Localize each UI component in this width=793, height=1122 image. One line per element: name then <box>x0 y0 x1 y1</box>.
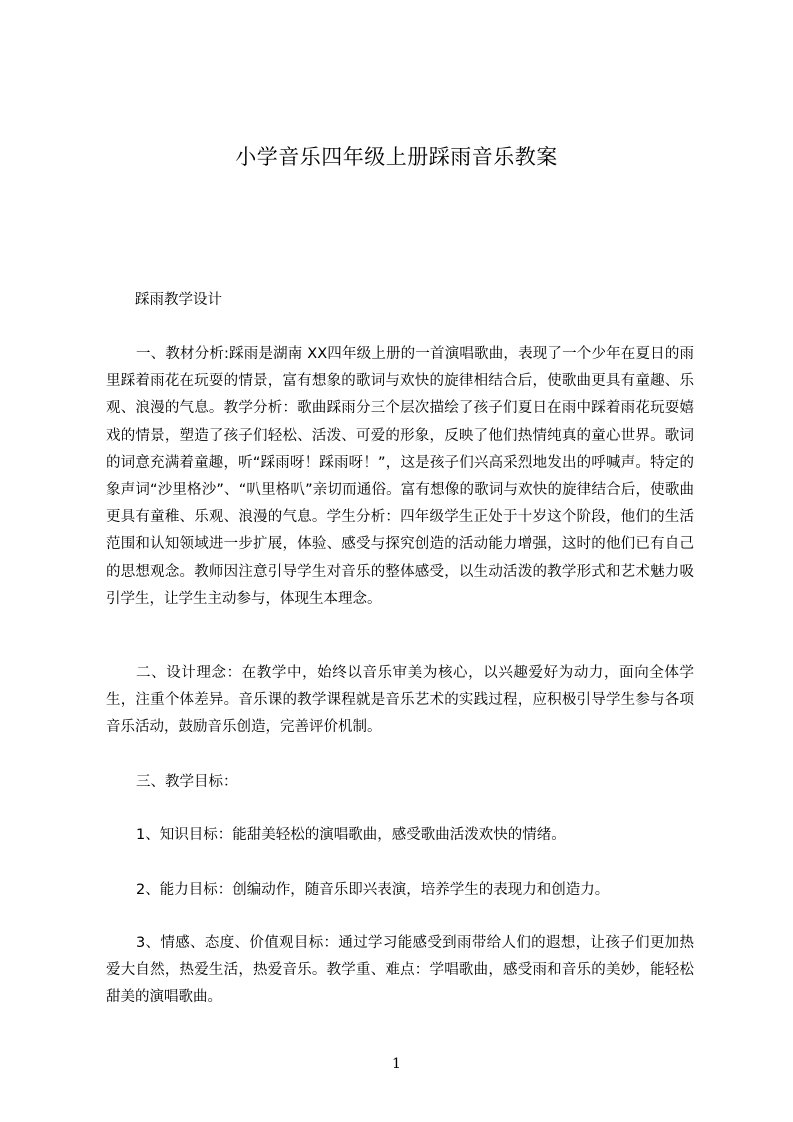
paragraph-emotion-goal: 3、情感、态度、价值观目标：通过学习能感受到雨带给人们的遐想，让孩子们更加热爱大自然，热爱生活，热爱音乐。教学重、难点：学唱歌曲，感受雨和音乐的美妙，能轻松甜美的演唱歌曲。 <box>106 935 694 1006</box>
paragraph-material-analysis: 一、教材分析:踩雨是湖南 XX四年级上册的一首演唱歌曲，表现了一个少年在夏日的雨里踩着雨花在玩耍的情景，富有想象的歌词与欢快的旋律相结合后，使歌曲更具有童趣、乐观、浪漫的气息。教学分析：歌曲踩雨分三个层次描绘了孩子们夏日在雨中踩着雨花玩耍嬉戏的情景，塑造了孩子们轻松、活泼、可爱的形象，反映了他们热情纯真的童心世界。歌词的词意充满着童趣，听“踩雨呀！踩雨呀！”，这是孩子们兴高采烈地发出的呼喊声。特定的象声词“沙里格沙”、“叭里格叭”亲切而通俗。富有想像的歌词与欢快的旋律结合后，使歌曲更具有童稚、乐观、浪漫的气息。学生分析：四年级学生正处于十岁这个阶段，他们的生活范围和认知领域进一步扩展，体验、感受与探究创造的活动能力增强，这时的他们已有自己的思想观念。教师因注意引导学生对音乐的整体感受，以生动活泼的教学形式和艺术魅力吸引学生，让学生主动参与，体现生本理念。 <box>106 346 694 607</box>
paragraph-teaching-goals-heading: 三、教学目标： <box>136 774 238 790</box>
section-subheading: 踩雨教学设计 <box>135 292 222 308</box>
document-title: 小学音乐四年级上册踩雨音乐教案 <box>235 145 558 169</box>
paragraph-ability-goal: 2、能力目标：创编动作，随音乐即兴表演，培养学生的表现力和创造力。 <box>136 882 610 898</box>
paragraph-design-concept: 二、设计理念：在教学中，始终以音乐审美为核心，以兴趣爱好为动力，面向全体学生，注重个体差异。音乐课的教学课程就是音乐艺术的实践过程，应积极引导学生参与各项音乐活动，鼓励音乐创造，完善评价机制。 <box>106 665 694 736</box>
paragraph-knowledge-goal: 1、知识目标：能甜美轻松的演唱歌曲，感受歌曲活泼欢快的情绪。 <box>136 827 566 843</box>
page-number: 1 <box>392 1056 401 1072</box>
